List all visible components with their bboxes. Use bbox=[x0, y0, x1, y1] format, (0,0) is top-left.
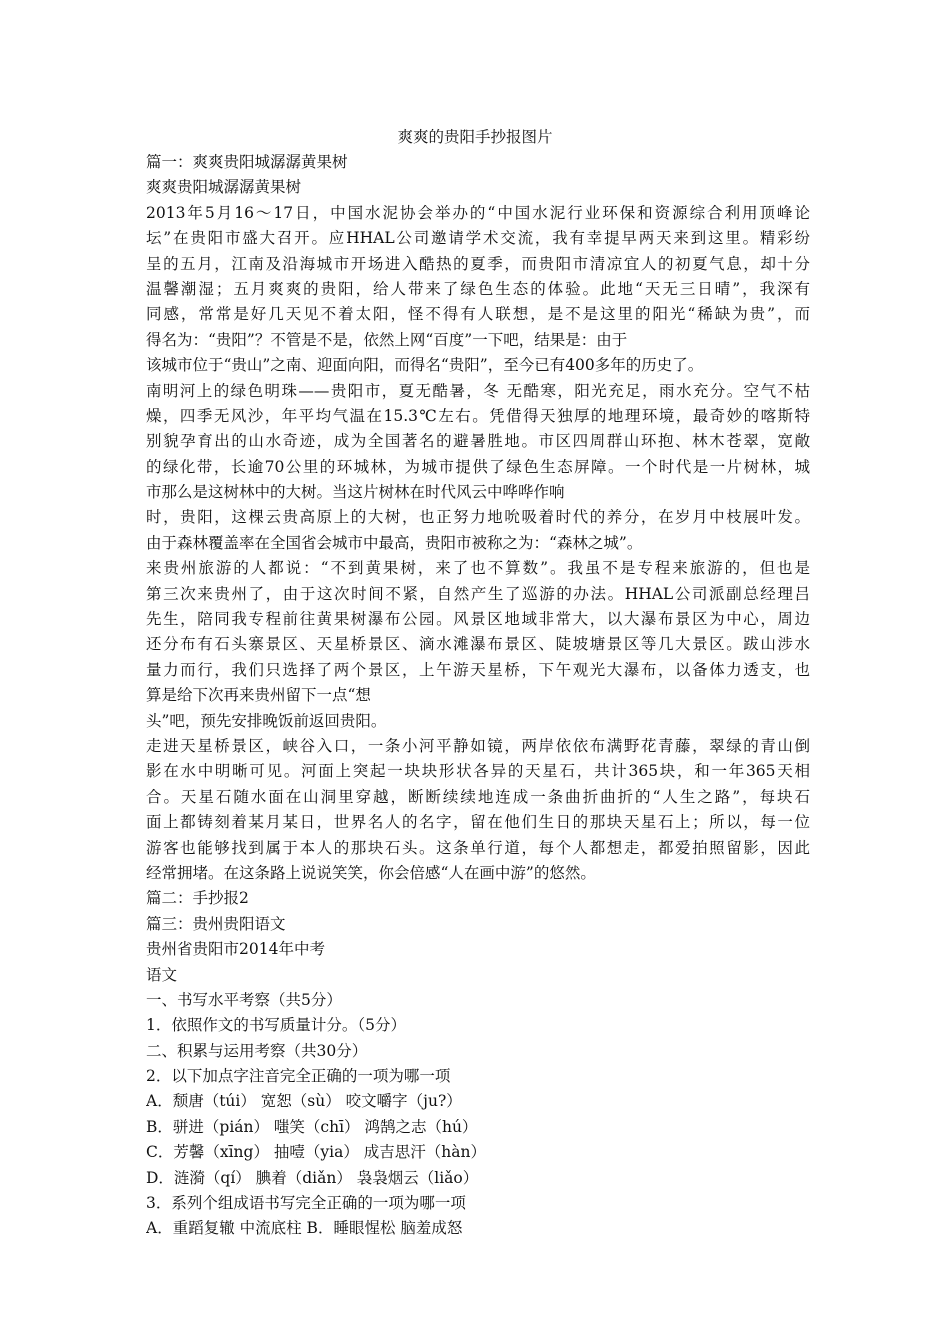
text-line: 语文 bbox=[146, 965, 178, 984]
text-line: A．颓唐（túi） 宽恕（sù） 咬文嚼字（ju?） bbox=[146, 1092, 462, 1111]
text-line: 的绿化带，长逾70公里的环城林，为城市提供了绿色生态屏障。一个时代是一片树林，城 bbox=[146, 457, 810, 476]
text-line: 来贵州旅游的人都说：“不到黄果树，来了也不算数”。我虽不是专程来旅游的，但也是 bbox=[146, 559, 810, 578]
text-line: 第三次来贵州了，由于这次时间不紧，自然产生了巡游的办法。HHAL公司派副总经理吕 bbox=[146, 584, 810, 603]
text-line: 二、积累与运用考察（共30分） bbox=[146, 1041, 368, 1060]
text-line: 2．以下加点字注音完全正确的一项为哪一项 bbox=[146, 1067, 451, 1086]
text-line: D．涟漪（qí） 腆着（diǎn） 袅袅烟云（liǎo） bbox=[146, 1168, 479, 1187]
text-line: 南明河上的绿色明珠——贵阳市，夏无酷暑，冬 无酷寒，阳光充足，雨水充分。空气不枯 bbox=[146, 381, 810, 400]
text-line: C．芳馨（xīng） 抽噎（yia） 成吉思汗（hàn） bbox=[146, 1143, 486, 1162]
text-line: 2013年5月16～17日，中国水泥协会举办的“中国水泥行业环保和资源综合利用顶峰论 bbox=[146, 203, 810, 222]
text-line: 算是给下次再来贵州留下一点“想 bbox=[146, 686, 371, 705]
text-line: 头”吧，预先安排晚饭前返回贵阳。 bbox=[146, 711, 387, 730]
text-line: 篇二：手抄报2 bbox=[146, 889, 249, 908]
text-line: 燥，四季无风沙，年平均气温在15.3℃左右。凭借得天独厚的地理环境，最奇妙的喀斯特 bbox=[146, 406, 810, 425]
text-line: 一、书写水平考察（共5分） bbox=[146, 990, 342, 1009]
text-line: 影在水中明晰可见。河面上突起一块块形状各异的天星石，共计365块，和一年365天相 bbox=[146, 762, 810, 781]
text-line: 1．依照作文的书写质量计分。（5分） bbox=[146, 1016, 406, 1035]
text-line: B．骈进（pián） 嗤笑（chī） 鸿鹄之志（hú） bbox=[146, 1117, 478, 1136]
text-line: 合。天星石随水面在山洞里穿越，断断续续地连成一条曲折曲折的“人生之路”，每块石 bbox=[146, 787, 810, 806]
text-line: A．重蹈复辙 中流底柱 B．睡眼惺松 脑羞成怒 bbox=[146, 1219, 463, 1238]
document-body bbox=[146, 150, 810, 1242]
text-line: 别貌孕育出的山水奇迹，成为全国著名的避暑胜地。市区四周群山环抱、林木苍翠，宽敞 bbox=[146, 432, 810, 451]
text-line: 3．系列个组成语书写完全正确的一项为哪一项 bbox=[146, 1194, 466, 1213]
text-line: 由于森林覆盖率在全国省会城市中最高，贵阳市被称之为：“森林之城”。 bbox=[146, 533, 643, 552]
text-line: 市那么是这树林中的大树。当这片树林在时代风云中哗哗作响 bbox=[146, 483, 565, 502]
text-line: 经常拥堵。在这条路上说说笑笑，你会倍感“人在画中游”的悠然。 bbox=[146, 863, 596, 882]
text-line: 时，贵阳，这棵云贵高原上的大树，也正努力地吮吸着时代的养分，在岁月中枝展叶发。 bbox=[146, 508, 810, 527]
text-line: 还分布有石头寨景区、天星桥景区、滴水滩瀑布景区、陡坡塘景区等几大景区。跋山涉水 bbox=[146, 635, 810, 654]
text-line: 贵州省贵阳市2014年中考 bbox=[146, 940, 325, 959]
document-title: 爽爽的贵阳手抄报图片 bbox=[397, 128, 553, 146]
text-line: 温馨潮湿；五月爽爽的贵阳，给人带来了绿色生态的体验。此地“天无三日晴”，我深有 bbox=[146, 279, 810, 298]
text-line: 呈的五月，江南及沿海城市开场进入酷热的夏季，而贵阳市清凉宜人的初夏气息，却十分 bbox=[146, 254, 810, 273]
text-line: 量力而行，我们只选择了两个景区，上午游天星桥，下午观光大瀑布，以备体力透支，也 bbox=[146, 660, 810, 679]
text-line: 得名为：“贵阳”？不管是不是，依然上网“百度”一下吧，结果是：由于 bbox=[146, 330, 628, 349]
text-line: 坛”在贵阳市盛大召开。应HHAL公司邀请学术交流，我有幸提早两天来到这里。精彩纷 bbox=[146, 229, 810, 248]
text-line: 面上都铸刻着某月某日，世界名人的名字，留在他们生日的那块天星石上；所以，每一位 bbox=[146, 813, 810, 832]
text-line: 走进天星桥景区，峡谷入口，一条小河平静如镜，两岸依依布满野花青藤，翠绿的青山倒 bbox=[146, 736, 810, 755]
text-line: 篇一：爽爽贵阳城潺潺黄果树 bbox=[146, 153, 348, 171]
text-line: 篇三：贵州贵阳语文 bbox=[146, 914, 286, 933]
text-line: 先生，陪同我专程前往黄果树瀑布公园。风景区地域非常大，以大瀑布景区为中心，周边 bbox=[146, 610, 810, 629]
text-line: 爽爽贵阳城潺潺黄果树 bbox=[146, 178, 302, 197]
text-line: 游客也能够找到属于本人的那块石头。这条单行道，每个人都想走，都爱拍照留影，因此 bbox=[146, 838, 810, 857]
text-line: 同感，常常是好几天见不着太阳，怪不得有人联想，是不是这里的阳光“稀缺为贵”，而 bbox=[146, 305, 810, 324]
text-line: 该城市位于“贵山”之南、迎面向阳，而得名“贵阳”，至今已有400多年的历史了。 bbox=[146, 356, 704, 375]
